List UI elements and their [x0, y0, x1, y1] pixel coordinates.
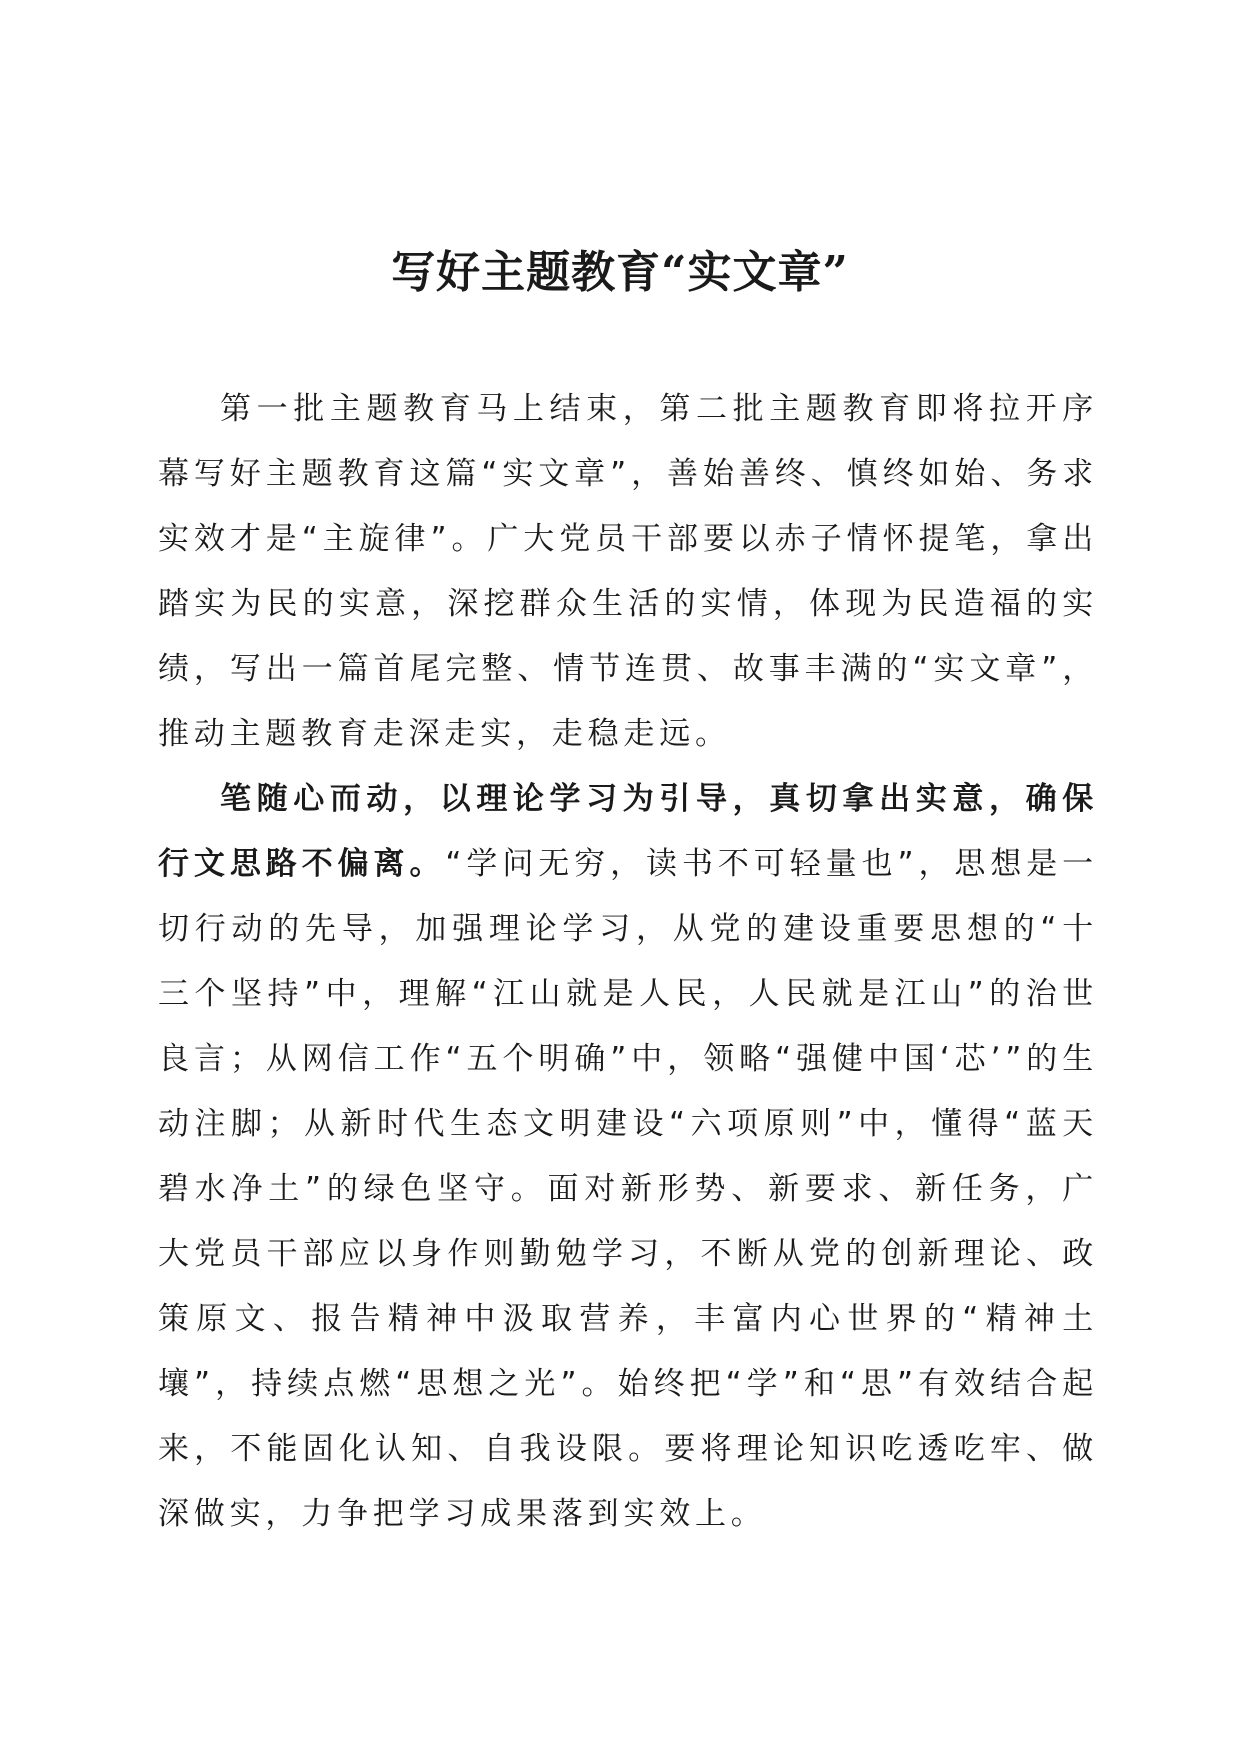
paragraph-lead: 笔随心而动，以理论学习为引导，真切拿出实意，确保行文思路不偏离。 — [158, 781, 1098, 882]
paragraph-text: 第一批主题教育马上结束，第二批主题教育即将拉开序幕写好主题教育这篇“实文章”，善始善终、慎终如始、务求实效才是“主旋律”。广大党员干部要以赤子情怀提笔，拿出踏实为民的实意，深挖群众生活的实情，体现为民造福的实绩，写出一篇首尾完整、情节连贯、故事丰满的“实文章”，推动主题教育走深走实，走稳走远。 — [158, 391, 1098, 752]
paragraph-theory-study — [158, 767, 1098, 1547]
document-title: 写好主题教育“实文章” — [391, 247, 849, 299]
paragraph-intro — [158, 377, 1098, 767]
paragraph-text: “学问无穷，读书不可轻量也”，思想是一切行动的先导，加强理论学习，从党的建设重要思想的“十三个坚持”中，理解“江山就是人民，人民就是江山”的治世良言；从网信工作“五个明确”中，领略“强健中国‘芯’”的生动注脚；从新时代生态文明建设“六项原则”中，懂得“蓝天碧水净土”的绿色坚守。面对新形势、新要求、新任务，广大党员干部应以身作则勤勉学习，不断从党的创新理论、政策原文、报告精神中汲取营养，丰富内心世界的“精神土壤”，持续点燃“思想之光”。始终把“学”和“思”有效结合起来，不能固化认知、自我设限。要将理论知识吃透吃牢、做深做实，力争把学习成果落到实效上。 — [158, 846, 1098, 1532]
document-body — [158, 377, 1098, 1547]
